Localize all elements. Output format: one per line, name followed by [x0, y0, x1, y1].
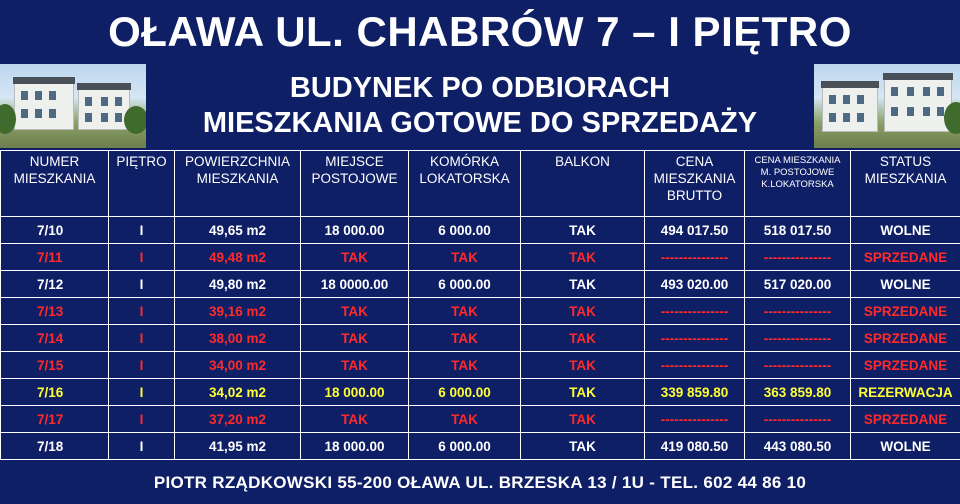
price-gross: ---------------	[645, 325, 745, 352]
storage-room: 6 000.00	[409, 217, 521, 244]
table-row	[1, 244, 960, 271]
storage-room: TAK	[409, 406, 521, 433]
col-floor	[109, 151, 175, 217]
status-badge: WOLNE	[851, 433, 960, 460]
balcony: TAK	[521, 379, 645, 406]
header-label-line: KOMÓRKA	[429, 154, 499, 169]
col-apartment-number	[1, 151, 109, 217]
subtitle-block	[146, 64, 814, 148]
building-photo-left	[0, 64, 146, 148]
parking-spot: TAK	[301, 244, 409, 271]
floor: I	[109, 244, 175, 271]
area: 49,80 m2	[175, 271, 301, 298]
apartment-number: 7/17	[1, 406, 109, 433]
header-label-line: STATUS	[879, 154, 932, 169]
col-status	[851, 151, 960, 217]
header-label-line: MIESZKANIA	[196, 171, 279, 186]
table-row	[1, 217, 960, 244]
col-storage	[409, 151, 521, 217]
status-badge: SPRZEDANE	[851, 406, 960, 433]
col-area	[175, 151, 301, 217]
area: 37,20 m2	[175, 406, 301, 433]
header-label-line: K.LOKATORSKA	[761, 179, 834, 190]
balcony: TAK	[521, 325, 645, 352]
header-label-line: MIESZKANIA	[653, 171, 736, 186]
balcony: TAK	[521, 217, 645, 244]
col-balcony	[521, 151, 645, 217]
balcony: TAK	[521, 244, 645, 271]
apartment-number: 7/14	[1, 325, 109, 352]
apartment-number: 7/13	[1, 298, 109, 325]
header-label-line: POWIERZCHNIA	[184, 154, 290, 169]
floor: I	[109, 406, 175, 433]
table-header-row	[1, 151, 960, 217]
price-gross: 494 017.50	[645, 217, 745, 244]
parking-spot: 18 000.00	[301, 217, 409, 244]
price-gross: ---------------	[645, 406, 745, 433]
floor: I	[109, 271, 175, 298]
price-total: ---------------	[745, 325, 851, 352]
price-gross: 339 859.80	[645, 379, 745, 406]
price-gross: 419 080.50	[645, 433, 745, 460]
floor: I	[109, 352, 175, 379]
price-total: 518 017.50	[745, 217, 851, 244]
storage-room: TAK	[409, 244, 521, 271]
storage-room: TAK	[409, 352, 521, 379]
table-row	[1, 379, 960, 406]
col-total-price	[745, 151, 851, 217]
apartment-number: 7/10	[1, 217, 109, 244]
storage-room: 6 000.00	[409, 433, 521, 460]
header-label-line: POSTOJOWE	[311, 171, 398, 186]
storage-room: 6 000.00	[409, 379, 521, 406]
status-badge: REZERWACJA	[851, 379, 960, 406]
price-total: ---------------	[745, 352, 851, 379]
header-label-line: CENA	[675, 154, 714, 169]
price-total: ---------------	[745, 406, 851, 433]
header-label-line: LOKATORSKA	[419, 171, 510, 186]
price-total: 517 020.00	[745, 271, 851, 298]
table-body	[1, 217, 960, 460]
floor: I	[109, 433, 175, 460]
parking-spot: TAK	[301, 406, 409, 433]
floor: I	[109, 379, 175, 406]
header-label-line: MIESZKANIA	[13, 171, 96, 186]
balcony: TAK	[521, 298, 645, 325]
price-total: ---------------	[745, 244, 851, 271]
parking-spot: TAK	[301, 352, 409, 379]
table-row	[1, 352, 960, 379]
apartment-number: 7/18	[1, 433, 109, 460]
storage-room: TAK	[409, 298, 521, 325]
balcony: TAK	[521, 352, 645, 379]
area: 49,48 m2	[175, 244, 301, 271]
parking-spot: TAK	[301, 298, 409, 325]
storage-room: 6 000.00	[409, 271, 521, 298]
price-total: 443 080.50	[745, 433, 851, 460]
status-badge: WOLNE	[851, 271, 960, 298]
parking-spot: TAK	[301, 325, 409, 352]
area: 34,02 m2	[175, 379, 301, 406]
table-row	[1, 271, 960, 298]
col-price	[645, 151, 745, 217]
area: 38,00 m2	[175, 325, 301, 352]
apartments-table	[0, 150, 960, 460]
parking-spot: 18 0000.00	[301, 271, 409, 298]
price-gross: ---------------	[645, 244, 745, 271]
price-gross: ---------------	[645, 298, 745, 325]
contact-footer: PIOTR RZĄDKOWSKI 55-200 OŁAWA UL. BRZESKA 13 / 1U - TEL. 602 44 86 10	[153, 473, 807, 492]
floor: I	[109, 217, 175, 244]
header-label-line: NUMER	[29, 154, 80, 169]
storage-room: TAK	[409, 325, 521, 352]
apartment-number: 7/12	[1, 271, 109, 298]
col-parking	[301, 151, 409, 217]
header-label-line: MIESZKANIA	[864, 171, 947, 186]
status-badge: SPRZEDANE	[851, 352, 960, 379]
status-badge: SPRZEDANE	[851, 244, 960, 271]
balcony: TAK	[521, 433, 645, 460]
balcony: TAK	[521, 271, 645, 298]
price-gross: 493 020.00	[645, 271, 745, 298]
parking-spot: 18 000.00	[301, 379, 409, 406]
page-title: OŁAWA UL. CHABRÓW 7 – I PIĘTRO	[0, 0, 960, 64]
apartment-number: 7/15	[1, 352, 109, 379]
price-total: ---------------	[745, 298, 851, 325]
status-badge: WOLNE	[851, 217, 960, 244]
apartment-number: 7/11	[1, 244, 109, 271]
header-label-line: BRUTTO	[666, 188, 723, 203]
area: 39,16 m2	[175, 298, 301, 325]
table-row	[1, 433, 960, 460]
subtitle-line-2: MIESZKANIA GOTOWE DO SPRZEDAŻY	[202, 107, 758, 139]
apartment-number: 7/16	[1, 379, 109, 406]
building-photo-right	[814, 64, 960, 148]
parking-spot: 18 000.00	[301, 433, 409, 460]
header-label-line: M. POSTOJOWE	[760, 167, 835, 178]
price-total: 363 859.80	[745, 379, 851, 406]
area: 49,65 m2	[175, 217, 301, 244]
header-label-line: MIEJSCE	[325, 154, 384, 169]
status-badge: SPRZEDANE	[851, 325, 960, 352]
table-row	[1, 325, 960, 352]
subtitle-line-1: BUDYNEK PO ODBIORACH	[289, 72, 671, 104]
floor: I	[109, 298, 175, 325]
header-label-line: BALKON	[555, 154, 610, 169]
header-label-line: CENA MIESZKANIA	[754, 155, 841, 166]
balcony: TAK	[521, 406, 645, 433]
area: 34,00 m2	[175, 352, 301, 379]
area: 41,95 m2	[175, 433, 301, 460]
table-row	[1, 406, 960, 433]
header-label-line: PIĘTRO	[116, 154, 167, 169]
floor: I	[109, 325, 175, 352]
price-gross: ---------------	[645, 352, 745, 379]
table-row	[1, 298, 960, 325]
status-badge: SPRZEDANE	[851, 298, 960, 325]
